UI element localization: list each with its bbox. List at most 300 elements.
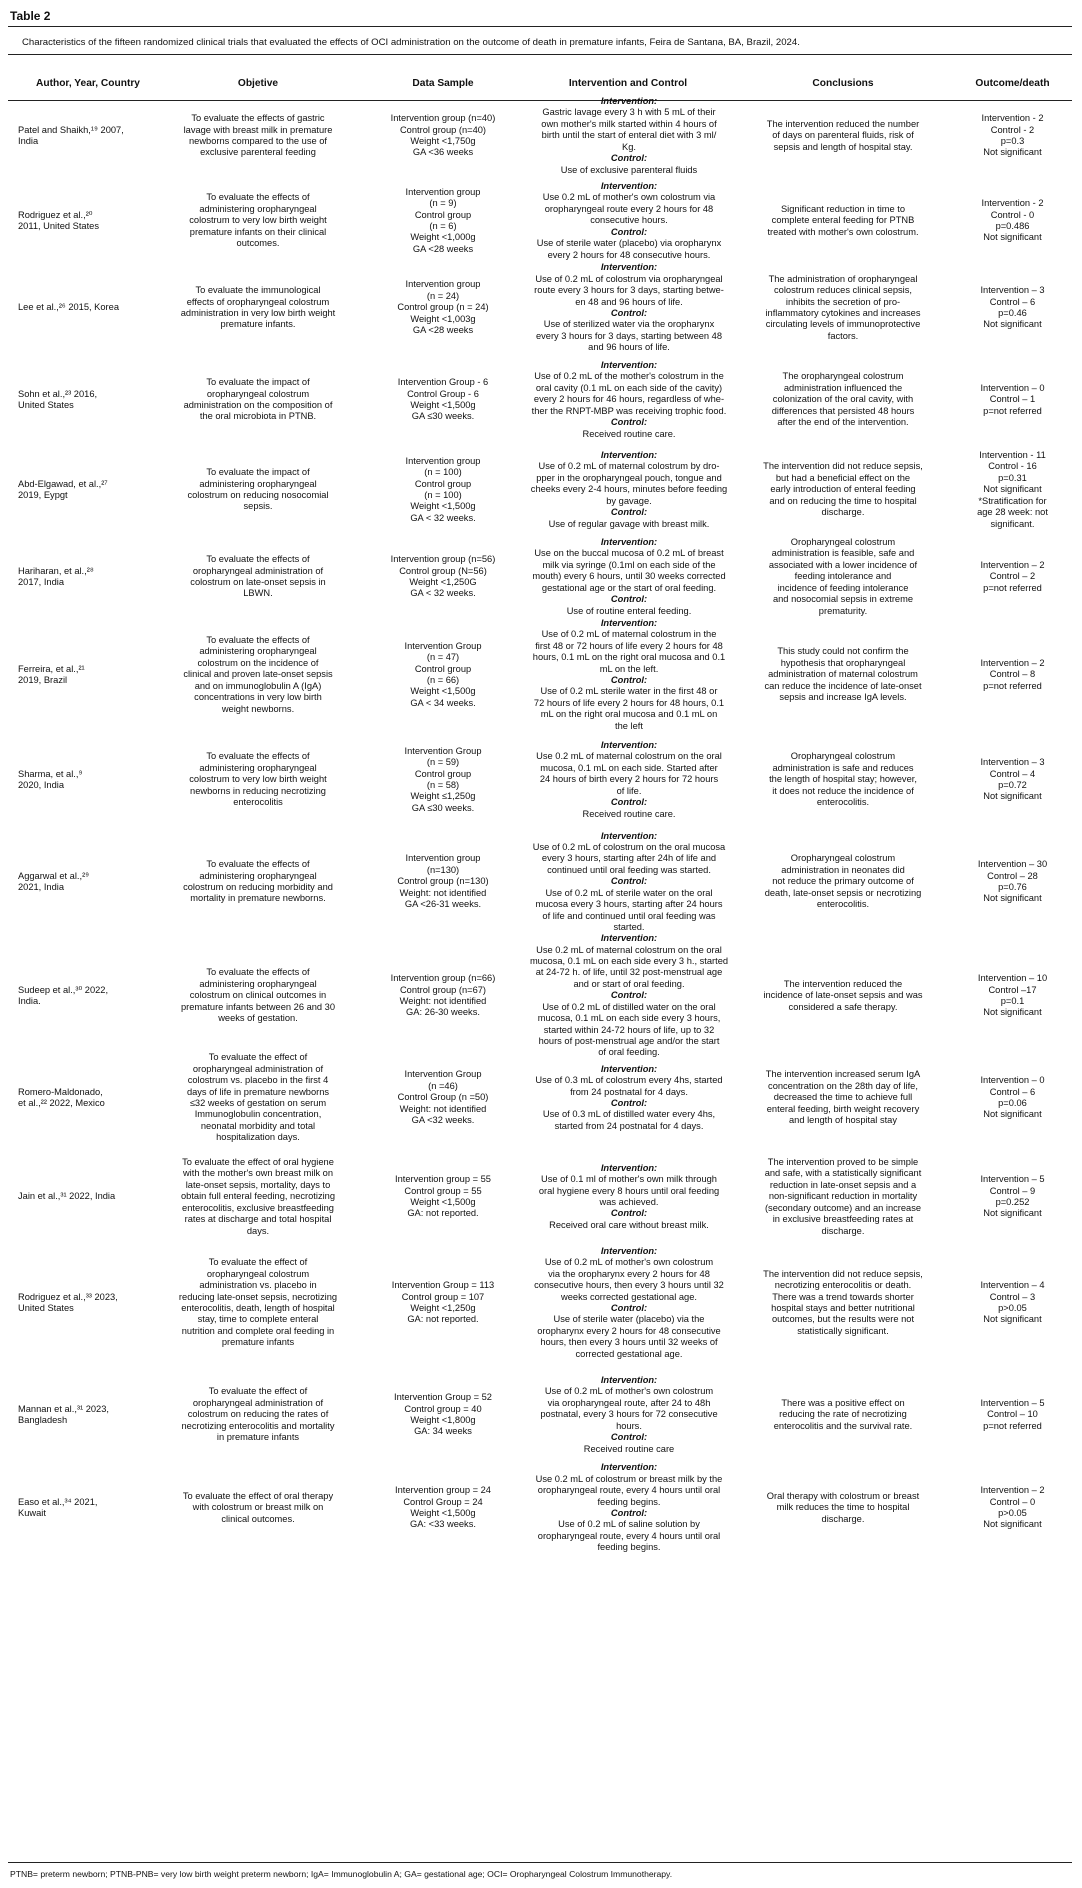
intervention-line: Use of 0.2 mL of colostrum on the oral mucosa xyxy=(532,842,726,853)
conclusion-cell-line: There was a positive effect on xyxy=(781,1397,905,1408)
intervention-line: Use of 0.2 mL of colostrum via oropharyngeal xyxy=(535,273,723,284)
intervention-line: Use of 0.1 ml of mother's own milk through xyxy=(541,1174,717,1185)
intervention-line: postnatal, every 3 hours for 72 consecutive xyxy=(540,1409,718,1420)
author-cell-line: Easo et al.,³⁴ 2021, xyxy=(18,1496,98,1507)
intervention-line: consecutive hours. xyxy=(590,215,668,226)
intervention-control-cell xyxy=(518,1246,740,1360)
conclusion-cell-line: early introduction of enteral feeding xyxy=(770,484,916,495)
outcome-cell-line: Not significant xyxy=(983,791,1042,802)
intervention-line: Use 0.2 mL of maternal colostrum on the oral xyxy=(536,751,722,762)
sample-cell-line: (n = 66) xyxy=(426,675,460,685)
sample-cell-line: Weight <1,500g xyxy=(410,399,476,410)
intervention-line: Kg. xyxy=(622,141,636,152)
control-line: Use of regular gavage with breast milk. xyxy=(548,518,710,529)
control-line: started within 24-72 hours of life, up to 32 xyxy=(543,1024,715,1035)
header-intervention: Intervention and Control xyxy=(568,78,688,89)
intervention-label: Intervention: xyxy=(600,617,658,628)
table-caption: Characteristics of the fifteen randomized clinical trials that evaluated the effects of OCI administration on the outcome of death in premature infants, Feira de Santana, BA, Brazil, 2024. xyxy=(22,37,800,48)
conclusion-cell xyxy=(743,204,943,238)
control-line: Use of 0.2 mL of distilled water on the oral xyxy=(542,1001,716,1012)
control-label: Control: xyxy=(610,226,648,237)
control-label: Control: xyxy=(610,675,648,685)
sample-cell-line: Intervention group = 24 xyxy=(395,1485,491,1496)
caption-rule xyxy=(8,54,1072,55)
outcome-cell-line: Intervention – 5 xyxy=(980,1174,1045,1185)
outcome-cell-line: Intervention – 5 xyxy=(980,1397,1045,1408)
control-line: Use of exclusive parenteral fluids xyxy=(560,164,698,175)
outcome-cell-line: Intervention – 3 xyxy=(980,285,1045,296)
author-cell xyxy=(18,302,168,313)
sample-cell-line: GA ≤30 weeks. xyxy=(411,802,475,813)
objective-cell-line: lavage with breast milk in premature xyxy=(183,124,333,135)
author-cell-line: 2017, India xyxy=(18,577,65,587)
conclusion-cell-line: The intervention did not reduce sepsis, xyxy=(763,461,923,472)
sample-cell-line: GA: 26-30 weeks. xyxy=(406,1007,480,1018)
outcome-cell-line: Control - 2 xyxy=(990,124,1035,135)
outcome-cell-line: Control – 10 xyxy=(987,1409,1038,1420)
author-cell-line: Hariharan, et al.,²⁸ xyxy=(18,565,94,576)
outcome-cell-line: Intervention – 2 xyxy=(980,1485,1045,1496)
objective-cell xyxy=(158,968,358,1025)
objective-cell-line: hospitalization days. xyxy=(216,1132,300,1143)
objective-cell-line: Immunoglobulin concentration, xyxy=(194,1109,322,1120)
objective-cell-line: clinical and proven late-onset sepsis xyxy=(183,669,333,680)
header-outcome: Outcome/death xyxy=(975,78,1050,89)
conclusion-cell xyxy=(743,372,943,429)
objective-cell-line: and on immunoglobulin A (IgA) xyxy=(194,680,322,691)
outcome-cell xyxy=(953,1280,1072,1326)
sample-cell-line: GA < 34 weeks. xyxy=(410,697,476,708)
objective-cell xyxy=(158,193,358,250)
intervention-line: ther the RNPT-MBP was receiving trophic food. xyxy=(531,405,727,416)
intervention-line: Use 0.2 mL of maternal colostrum on the oral xyxy=(536,944,722,955)
objective-cell-line: colostrum to very low birth weight xyxy=(189,215,327,226)
sample-cell xyxy=(358,1485,528,1531)
objective-cell-line: administering oropharyngeal xyxy=(199,203,317,214)
outcome-cell xyxy=(953,1398,1072,1432)
outcome-cell-line: Control –17 xyxy=(988,984,1037,995)
objective-cell-line: To evaluate the effect of oral hygiene xyxy=(182,1157,334,1168)
objective-cell-line: premature infants on their clinical xyxy=(189,226,327,237)
control-label: Control: xyxy=(610,797,648,808)
control-line: every 3 hours for 3 days, starting between 48 xyxy=(535,330,723,341)
objective-cell-line: stay, time to complete enteral xyxy=(197,1314,319,1325)
sample-cell xyxy=(358,280,528,337)
sample-cell-line: (n = 6) xyxy=(429,221,457,231)
conclusion-cell-line: The intervention reduced the number xyxy=(766,118,920,129)
objective-cell-line: administering oropharyngeal xyxy=(199,478,317,489)
sample-cell-line: Weight <1,500g xyxy=(410,686,476,697)
conclusion-cell-line: This study could not confirm the xyxy=(777,646,909,657)
control-line: Received oral care without breast milk. xyxy=(549,1219,709,1230)
control-label: Control: xyxy=(610,1098,648,1108)
author-cell xyxy=(18,664,168,687)
objective-cell-line: colostrum on reducing the rates of xyxy=(187,1409,329,1420)
sample-cell-line: Weight: not identified xyxy=(399,995,487,1006)
sample-cell-line: Intervention group = 55 xyxy=(395,1174,491,1185)
outcome-cell-line: p=0.252 xyxy=(995,1196,1030,1207)
conclusion-cell-line: enteral feeding, birth weight recovery xyxy=(766,1103,920,1114)
conclusion-cell-line: and on reducing the time to hospital xyxy=(769,495,917,506)
conclusion-cell-line: hypothesis that oropharyngeal xyxy=(780,657,906,668)
outcome-cell-line: Not significant xyxy=(983,893,1042,904)
outcome-cell xyxy=(953,1485,1072,1531)
intervention-line: hours. xyxy=(616,1420,642,1431)
objective-cell-line: To evaluate the effects of gastric xyxy=(191,113,325,124)
sample-cell-line: Intervention group xyxy=(405,853,481,864)
intervention-label: Intervention: xyxy=(600,1063,658,1074)
control-label: Control: xyxy=(610,307,648,318)
outcome-cell-line: p=not referred xyxy=(983,680,1042,691)
control-line: started from 24 postnatal for 4 days. xyxy=(554,1120,704,1131)
author-cell-line: Patel and Shaikh,¹⁹ 2007, xyxy=(18,124,124,135)
conclusion-cell xyxy=(743,1269,943,1337)
intervention-line: feeding begins. xyxy=(597,1496,661,1507)
intervention-label: Intervention: xyxy=(600,740,658,751)
outcome-cell xyxy=(953,383,1072,417)
objective-cell-line: outcomes. xyxy=(236,238,280,249)
intervention-control-cell xyxy=(518,1462,740,1553)
conclusion-cell-line: and nosocomial sepsis in extreme xyxy=(772,594,914,605)
conclusion-cell-line: death, late-onset sepsis or necrotizing xyxy=(764,887,922,898)
sample-cell-line: Control group (n=130) xyxy=(397,876,489,887)
control-line: corrected gestational age. xyxy=(575,1348,683,1359)
intervention-line: Use 0.2 mL of colostrum or breast milk by the xyxy=(535,1473,723,1484)
sample-cell-line: Intervention Group xyxy=(404,745,482,756)
objective-cell-line: weight newborns. xyxy=(221,703,295,714)
sample-cell-line: Control group xyxy=(414,209,472,220)
outcome-cell-line: Control – 8 xyxy=(989,669,1036,680)
intervention-line: pper in the oropharyngeal pouch, tongue and xyxy=(536,472,722,483)
control-line: hours of post-menstrual age and/or the start xyxy=(538,1035,720,1046)
intervention-line: Use on the buccal mucosa of 0.2 mL of breast xyxy=(534,548,724,559)
header-conclusions: Conclusions xyxy=(812,78,874,89)
intervention-line: via the oropharynx every 2 hours for 48 xyxy=(548,1268,710,1279)
objective-cell-line: with colostrum or breast milk on xyxy=(192,1502,324,1513)
author-cell-line: Romero-Maldonado, xyxy=(18,1086,103,1097)
intervention-control-cell xyxy=(518,740,740,820)
sample-cell-line: Weight <1,800g xyxy=(410,1414,476,1425)
sample-cell-line: Control group (n=67) xyxy=(399,984,487,995)
conclusion-cell-line: discharge. xyxy=(821,1513,865,1524)
outcome-cell-line: p=not referred xyxy=(983,1420,1042,1431)
objective-cell-line: oropharyngeal colostrum xyxy=(206,1268,310,1279)
outcome-cell-line: Not significant xyxy=(983,484,1042,495)
sample-cell-line: Control group xyxy=(414,478,472,489)
outcome-cell-line: Not significant xyxy=(983,1208,1042,1219)
sample-cell-line: GA <28 weeks xyxy=(412,325,474,336)
control-line: of oral feeding. xyxy=(598,1047,660,1058)
conclusion-cell-line: necrotizing enterocolitis or death. xyxy=(774,1280,912,1291)
intervention-line: mucosa, 0.1 mL on each side every 3 h., started xyxy=(529,956,729,967)
objective-cell-line: administration on the composition of xyxy=(183,399,333,410)
outcome-cell-line: Intervention – 0 xyxy=(980,382,1045,393)
sample-cell-line: Weight: not identified xyxy=(399,1103,487,1114)
outcome-cell xyxy=(953,658,1072,692)
conclusion-cell-line: The administration of oropharyngeal xyxy=(768,273,918,284)
intervention-line: and or start of oral feeding. xyxy=(573,978,685,989)
outcome-cell-line: Not significant xyxy=(983,319,1042,330)
control-line: Use of 0.3 mL of distilled water every 4hs, xyxy=(542,1109,716,1120)
control-line: of life and continued until oral feeding was xyxy=(542,910,716,921)
outcome-cell-line: Control – 3 xyxy=(989,1291,1036,1302)
objective-cell-line: days of life in premature newborns xyxy=(186,1086,330,1097)
conclusion-cell-line: incidence of feeding intolerance xyxy=(777,582,909,593)
sample-cell-line: (n = 47) xyxy=(426,652,460,663)
objective-cell-line: the oral microbiota in PTNB. xyxy=(199,411,317,422)
objective-cell-line: To evaluate the effects of xyxy=(206,859,310,870)
outcome-cell-line: Intervention - 2 xyxy=(981,113,1044,124)
author-cell xyxy=(18,1087,168,1110)
outcome-cell-line: Intervention – 4 xyxy=(980,1280,1045,1291)
conclusion-cell xyxy=(743,647,943,704)
outcome-cell-line: p=0.1 xyxy=(1000,995,1025,1006)
sample-cell xyxy=(358,641,528,709)
control-line: Use of 0.2 mL sterile water in the first 48 or xyxy=(540,686,718,697)
control-label: Control: xyxy=(610,417,648,428)
intervention-line: own mother's milk started within 4 hours of xyxy=(541,118,717,129)
outcome-cell-line: significant. xyxy=(990,518,1035,529)
control-label: Control: xyxy=(610,507,648,518)
author-cell-line: Sharma, et al.,⁹ xyxy=(18,768,83,779)
outcome-cell-line: Control - 16 xyxy=(988,461,1037,472)
intervention-line: by gavage. xyxy=(606,495,652,506)
outcome-cell xyxy=(953,198,1072,244)
objective-cell-line: To evaluate the impact of xyxy=(206,467,310,478)
intervention-label: Intervention: xyxy=(600,181,658,192)
author-cell-line: 2019, Brazil xyxy=(18,675,68,685)
conclusion-cell-line: statistically significant. xyxy=(797,1325,889,1336)
outcome-cell-line: p=0.72 xyxy=(998,779,1027,790)
conclusion-cell-line: inhibits the secretion of pro- xyxy=(785,296,901,307)
outcome-cell-line: Control – 2 xyxy=(989,571,1036,582)
intervention-label: Intervention: xyxy=(600,1375,658,1386)
intervention-label: Intervention: xyxy=(600,537,658,548)
outcome-cell xyxy=(953,859,1072,905)
author-cell xyxy=(18,985,168,1008)
author-cell-line: et al.,²² 2022, Mexico xyxy=(18,1098,105,1108)
objective-cell-line: colostrum to very low birth weight xyxy=(189,774,327,785)
table-label: Table 2 xyxy=(10,9,51,23)
outcome-cell-line: Control – 6 xyxy=(989,1086,1036,1097)
intervention-line: milk via syringe (0.1ml on each side of the xyxy=(542,559,716,570)
author-cell xyxy=(18,210,168,233)
outcome-cell xyxy=(953,757,1072,803)
outcome-cell-line: Not significant xyxy=(983,1007,1042,1018)
conclusion-cell-line: concentration on the 28th day of life, xyxy=(768,1080,918,1091)
intervention-control-cell xyxy=(518,933,740,1058)
conclusion-cell xyxy=(743,1070,943,1127)
intervention-line: en 48 and 96 hours of life. xyxy=(575,296,683,307)
author-cell-line: United States xyxy=(18,1303,74,1313)
objective-cell-line: To evaluate the effect of xyxy=(208,1386,308,1397)
sample-cell-line: GA <36 weeks xyxy=(412,147,474,158)
objective-cell-line: enterocolitis, exclusive breastfeeding xyxy=(182,1202,334,1213)
conclusion-cell-line: complete enteral feeding for PTNB xyxy=(771,215,915,226)
conclusion-cell xyxy=(743,854,943,911)
sample-cell-line: (n = 24) xyxy=(426,290,460,301)
objective-cell xyxy=(158,1387,358,1444)
objective-cell xyxy=(158,1157,358,1237)
outcome-cell-line: p=0.06 xyxy=(998,1097,1027,1108)
sample-cell-line: GA <26-31 weeks. xyxy=(404,899,482,910)
objective-cell-line: sepsis. xyxy=(243,501,273,512)
sample-cell-line: (n = 59) xyxy=(426,757,460,768)
sample-cell-line: GA: not reported. xyxy=(407,1314,479,1325)
objective-cell-line: To evaluate the effects of xyxy=(206,554,310,565)
sample-cell-line: Weight <1,250g xyxy=(410,1302,476,1313)
table-footnote: PTNB= preterm newborn; PTNB-PNB= very low birth weight preterm newborn; IgA= Immunoglobulin A; GA= gestational age; OCI= Oropharyngeal Colostrum Immunotherapy. xyxy=(10,1869,673,1879)
objective-cell-line: colostrum on the incidence of xyxy=(197,657,319,668)
objective-cell-line: oropharyngeal administration of xyxy=(192,565,324,576)
intervention-control-cell xyxy=(518,618,740,732)
conclusion-cell-line: Oral therapy with colostrum or breast xyxy=(766,1490,920,1501)
sample-cell-line: Intervention Group xyxy=(404,640,482,651)
conclusion-cell-line: sepsis and increase IgA levels. xyxy=(779,692,907,703)
author-cell-line: 2020, India xyxy=(18,780,65,790)
author-cell-line: Jain et al.,³¹ 2022, India xyxy=(18,1191,116,1202)
outcome-cell-line: p=0.46 xyxy=(998,307,1027,318)
intervention-label: Intervention: xyxy=(600,1162,658,1173)
outcome-cell-line: p>0.05 xyxy=(998,1302,1027,1313)
intervention-line: Use of 0.2 mL of mother's own colostrum xyxy=(544,1386,714,1397)
outcome-cell-line: p=not referred xyxy=(983,405,1042,416)
conclusion-cell-line: administration of maternal colostrum xyxy=(768,669,918,680)
objective-cell-line: in premature infants xyxy=(216,1432,300,1443)
conclusion-cell-line: non-significant reduction in mortality xyxy=(768,1191,918,1202)
sample-cell-line: Control group xyxy=(414,768,472,779)
intervention-line: weeks corrected gestational age. xyxy=(561,1291,697,1302)
objective-cell-line: enterocolitis, death, length of hospital xyxy=(181,1302,335,1313)
sample-cell-line: Control group = 55 xyxy=(404,1185,482,1196)
intervention-line: Use of 0.2 mL of the mother's colostrum in the xyxy=(534,371,724,382)
sample-cell xyxy=(358,1280,528,1326)
conclusion-cell-line: colonization of the oral cavity, with xyxy=(772,394,914,405)
outcome-cell-line: Control – 6 xyxy=(989,296,1036,307)
intervention-line: cheeks every 2-4 hours, minutes before feeding xyxy=(530,484,728,495)
outcome-cell-line: Control - 0 xyxy=(990,209,1035,220)
conclusion-cell-line: it does not reduce the incidence of xyxy=(772,785,914,796)
sample-cell xyxy=(358,746,528,814)
intervention-line: at 24-72 h. of life, until 32 post-menstrual age xyxy=(535,967,723,978)
control-line: started. xyxy=(613,921,645,932)
conclusion-cell-line: sepsis and length of hospital stay. xyxy=(773,141,913,152)
objective-cell-line: To evaluate the immunological xyxy=(195,285,321,296)
sample-cell-line: (n = 58) xyxy=(426,780,460,790)
conclusion-cell-line: not reduce the primary outcome of xyxy=(772,876,914,887)
intervention-line: Use of 0.2 mL of maternal colostrum by dro- xyxy=(538,461,720,472)
conclusion-cell xyxy=(743,462,943,519)
intervention-label: Intervention: xyxy=(600,262,658,273)
author-cell-line: Rodriguez et al.,³³ 2023, xyxy=(18,1291,118,1302)
author-cell-line: India xyxy=(18,136,39,146)
author-cell-line: 2019, Eypgt xyxy=(18,490,68,500)
conclusion-cell-line: administration is feasible, safe and xyxy=(771,548,915,559)
outcome-cell-line: Intervention – 30 xyxy=(977,859,1048,870)
conclusion-cell-line: The intervention proved to be simple xyxy=(767,1157,919,1168)
sample-cell-line: Intervention group xyxy=(405,186,481,197)
objective-cell-line: newborns compared to the use of xyxy=(189,135,327,146)
control-label: Control: xyxy=(610,594,648,605)
sample-cell-line: GA <32 weeks. xyxy=(411,1115,475,1126)
objective-cell-line: obtain full enteral feeding, necrotizing xyxy=(180,1191,336,1202)
intervention-line: first 48 or 72 hours of life every 2 hours for 48 xyxy=(535,640,723,651)
author-cell xyxy=(18,479,168,502)
objective-cell-line: oropharyngeal colostrum xyxy=(206,388,310,399)
objective-cell-line: administering oropharyngeal xyxy=(199,978,317,989)
sample-cell-line: Control group (n = 24) xyxy=(397,302,489,313)
author-cell-line: Ferreira, et al.,²¹ xyxy=(18,663,85,674)
intervention-control-cell xyxy=(518,262,740,353)
objective-cell-line: To evaluate the effects of xyxy=(206,967,310,978)
objective-cell-line: ≤32 weeks of gestation on serum xyxy=(189,1097,327,1108)
outcome-cell-line: Intervention - 11 xyxy=(979,450,1046,461)
outcome-cell-line: Intervention – 2 xyxy=(980,657,1045,668)
header-author: Author, Year, Country xyxy=(36,78,140,89)
outcome-cell-line: Intervention – 10 xyxy=(977,973,1048,984)
objective-cell-line: enterocolitis xyxy=(233,797,283,808)
objective-cell xyxy=(158,752,358,809)
sample-cell-line: Intervention Group xyxy=(404,1069,482,1080)
conclusion-cell xyxy=(743,979,943,1013)
intervention-control-cell xyxy=(518,96,740,176)
author-cell xyxy=(18,125,168,148)
sample-cell-line: Intervention group xyxy=(405,279,481,290)
conclusion-cell-line: The oropharyngeal colostrum xyxy=(782,371,904,382)
sample-cell xyxy=(358,456,528,524)
sample-cell xyxy=(358,1174,528,1220)
conclusion-cell-line: in exclusive breastfeeding rates at xyxy=(772,1214,914,1225)
objective-cell-line: late-onset sepsis, mortality, days to xyxy=(185,1179,331,1190)
intervention-line: Use of 0.2 mL of mother's own colostrum xyxy=(544,1257,714,1268)
sample-cell-line: Intervention Group = 52 xyxy=(394,1392,492,1403)
outcome-cell xyxy=(953,560,1072,594)
control-line: mL on the right oral mucosa and 0.1 mL on xyxy=(540,709,718,720)
sample-cell-line: GA: not reported. xyxy=(407,1208,479,1219)
objective-cell-line: To evaluate the effects of xyxy=(206,751,310,762)
sample-cell-line: Weight <1,750g xyxy=(410,135,476,146)
control-line: and 96 hours of life. xyxy=(588,342,670,353)
control-line: oropharyngeal route, every 4 hours until oral xyxy=(537,1530,721,1541)
author-cell-line: United States xyxy=(18,400,74,410)
conclusion-cell xyxy=(743,1157,943,1237)
intervention-line: hours, 0.1 mL on the right oral mucosa and 0.1 xyxy=(532,652,726,663)
conclusion-cell-line: incidence of late-onset sepsis and was xyxy=(763,990,923,1001)
conclusion-cell-line: The intervention increased serum IgA xyxy=(765,1069,921,1080)
conclusion-cell-line: The intervention did not reduce sepsis, xyxy=(763,1268,923,1279)
sample-cell-line: Control group = 40 xyxy=(404,1403,482,1414)
author-cell-line: Mannan et al.,³¹ 2023, xyxy=(18,1403,109,1414)
conclusion-cell-line: factors. xyxy=(827,330,859,341)
control-line: Use of sterile water (placebo) via oropharynx xyxy=(536,238,722,249)
objective-cell-line: weeks of gestation. xyxy=(218,1013,298,1024)
conclusion-cell-line: circulating levels of immunoprotective xyxy=(765,319,921,330)
author-cell-line: Sohn et al.,²³ 2016, xyxy=(18,388,98,399)
intervention-line: Use of 0.2 mL of maternal colostrum in the xyxy=(541,629,717,640)
conclusion-cell-line: administration in neonates did xyxy=(781,864,905,875)
objective-cell-line: oropharyngeal administration of xyxy=(192,1063,324,1074)
conclusion-cell-line: of days on parenteral fluids, risk of xyxy=(772,130,914,141)
author-cell xyxy=(18,1497,168,1520)
outcome-cell-line: p>0.05 xyxy=(998,1507,1027,1518)
intervention-control-cell xyxy=(518,831,740,934)
conclusion-cell-line: discharge. xyxy=(821,1225,865,1236)
objective-cell-line: To evaluate the effects of xyxy=(206,635,310,646)
control-line: Received routine care. xyxy=(582,428,676,439)
objective-cell xyxy=(158,285,358,331)
control-label: Control: xyxy=(610,1208,648,1219)
conclusion-cell-line: treated with mother's own colostrum. xyxy=(767,226,919,237)
